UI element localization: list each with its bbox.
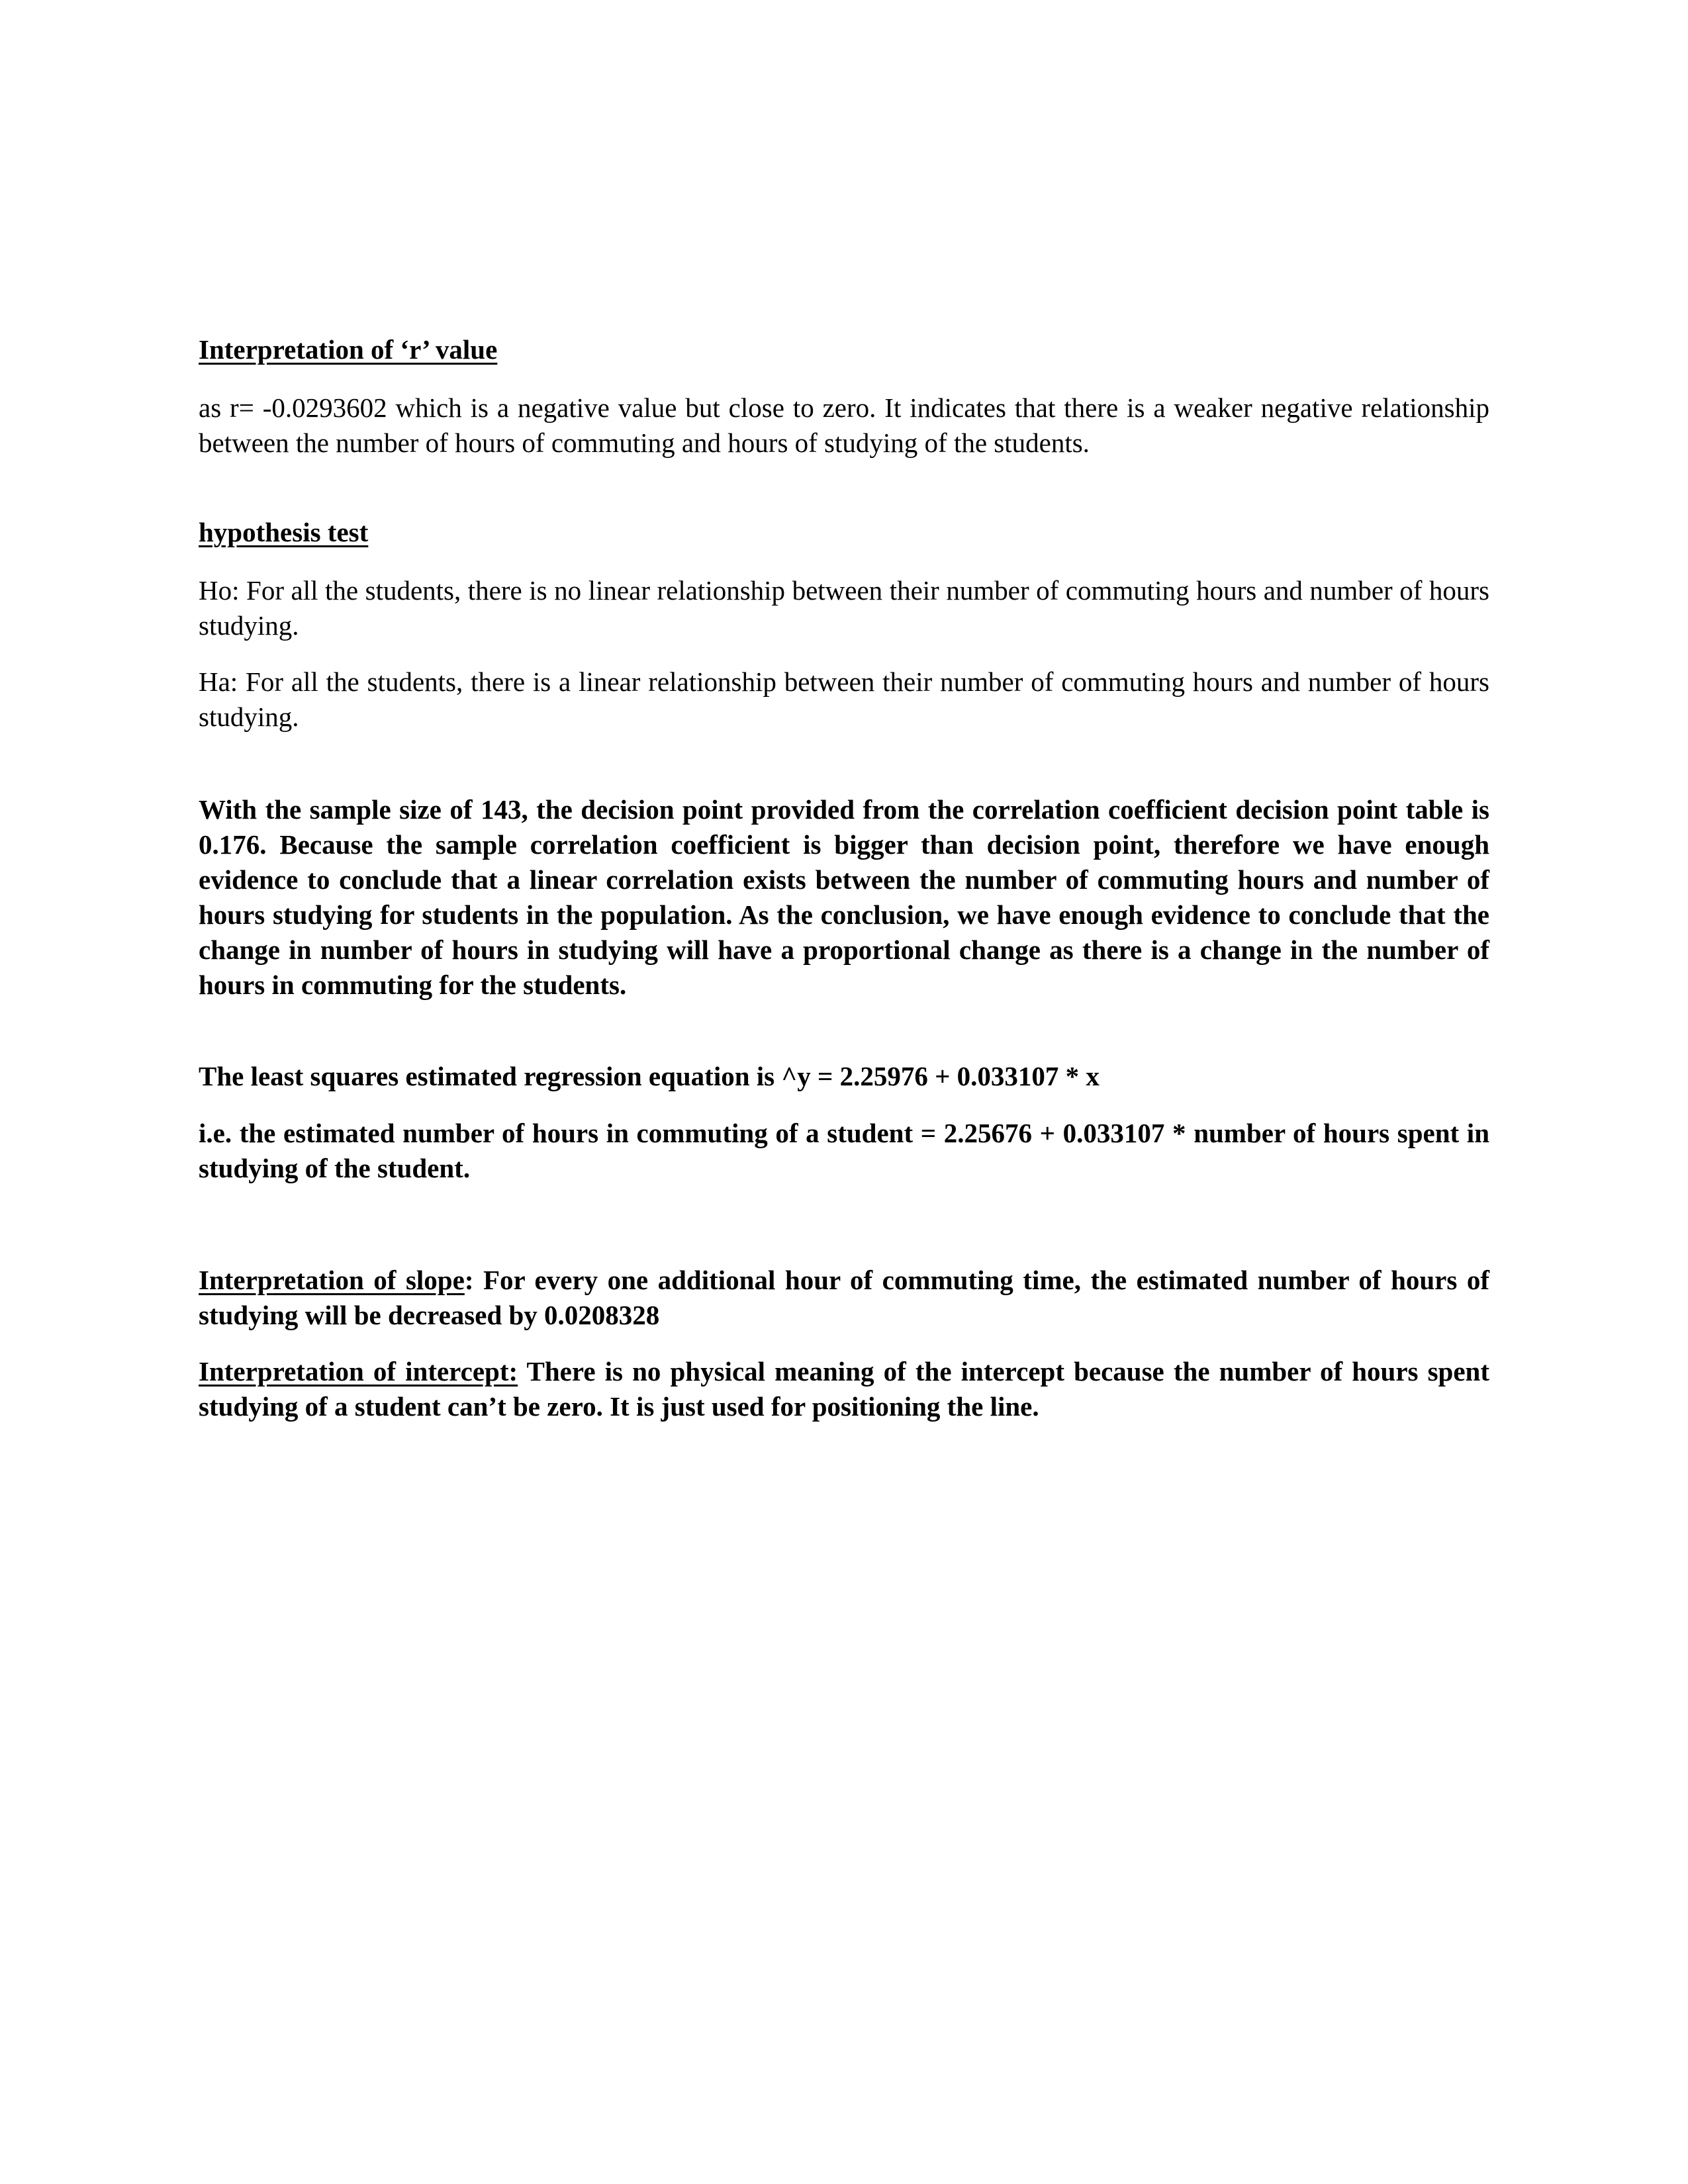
r-value-heading: Interpretation of ‘r’ value (199, 334, 498, 365)
alternative-hypothesis: Ha: For all the students, there is a linear relationship between their number of commuting hours and number of hours studying. (199, 666, 1489, 732)
hypothesis-test-heading: hypothesis test (199, 517, 369, 547)
regression-explanation: i.e. the estimated number of hours in commuting of a student = 2.25676 + 0.033107 * number of hours spent in studying of the student. (199, 1118, 1489, 1183)
regression-equation: The least squares estimated regression equation is ^y = 2.25976 + 0.033107 * x (199, 1061, 1100, 1091)
intercept-interpretation (199, 1354, 1489, 1424)
intercept-text: There is no physical meaning of the intercept because the number of hours spent studying of a student can’t be zero. It is just used for positioning the line. (199, 1356, 1489, 1422)
slope-text: : For every one additional hour of commuting time, the estimated number of hours of studying will be decreased by 0.0208328 (199, 1265, 1490, 1330)
r-value-interpretation: as r= -0.0293602 which is a negative value but close to zero. It indicates that there is a weaker negative relationship between the number of hours of commuting and hours of studying of the students. (199, 392, 1489, 458)
test-conclusion: With the sample size of 143, the decision point provided from the correlation coefficient decision point table is 0.176. Because the sample correlation coefficient is bigger than decision point, therefore we have enough evidence to conclude that a linear correlation exists between the number of commuting hours and number of hours studying for students in the population. As the conclusion, we have enough evidence to conclude that the change in number of hours in studying will have a proportional change as there is a change in the number of hours in commuting for the students. (199, 794, 1489, 1000)
intercept-label: Interpretation of intercept: (199, 1356, 518, 1387)
slope-label: Interpretation of slope (199, 1265, 465, 1295)
null-hypothesis: Ho: For all the students, there is no linear relationship between their number of commuting hours and number of hours studying. (199, 575, 1489, 641)
slope-interpretation (199, 1263, 1489, 1333)
